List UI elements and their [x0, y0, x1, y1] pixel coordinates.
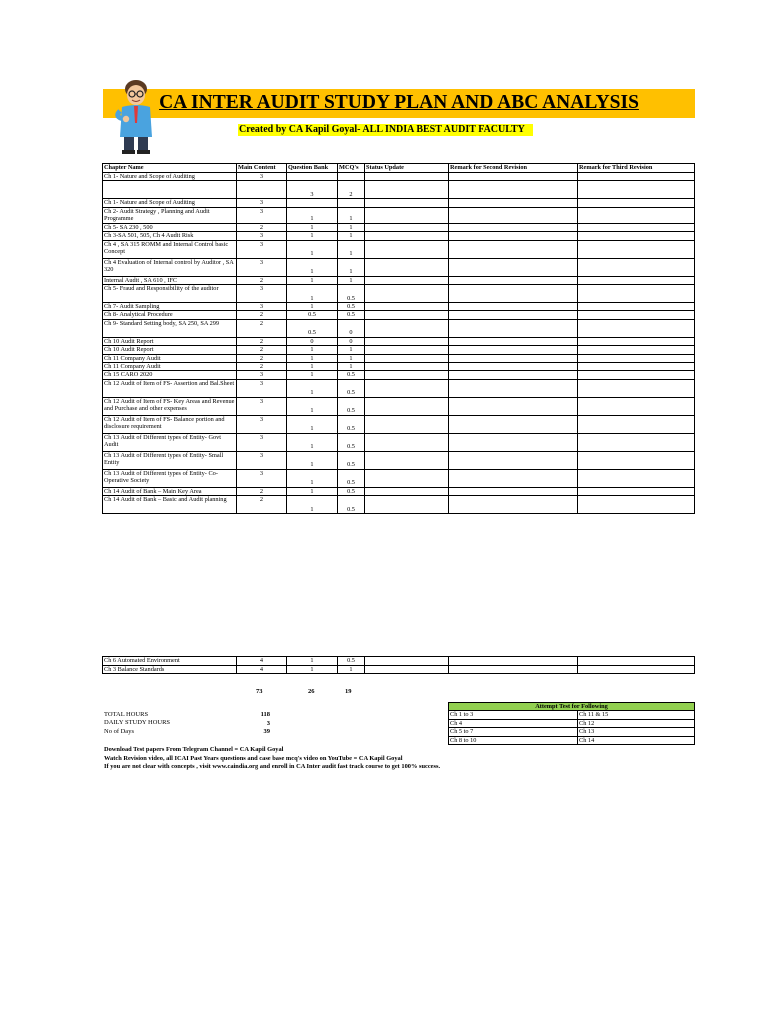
stat-label-total-hours: TOTAL HOURS [104, 711, 149, 718]
table-cell [365, 181, 449, 199]
table-cell: 0.5 [338, 415, 365, 433]
table-cell [578, 319, 695, 337]
table-cell [365, 199, 449, 207]
table-cell: 1 [338, 354, 365, 362]
stat-label-no-of-days: No of Days [104, 727, 134, 735]
table-cell [578, 415, 695, 433]
attempt-test-table [448, 702, 695, 745]
table-cell [365, 207, 449, 223]
table-cell [449, 199, 578, 207]
table-cell [578, 207, 695, 223]
table-row [103, 665, 695, 673]
table-cell [578, 433, 695, 451]
blank-spacer-row [103, 514, 695, 657]
attempt-cell: Ch 14 [578, 736, 695, 744]
table-row [103, 397, 695, 415]
table-cell [578, 311, 695, 319]
table-cell [365, 415, 449, 433]
table-cell: 0.5 [287, 311, 338, 319]
spacer-cell [578, 514, 695, 657]
chapter-name-cell: Ch 3 Balance Standards [103, 665, 237, 673]
table-cell: 2 [237, 346, 287, 354]
table-cell [287, 199, 338, 207]
table-cell [365, 311, 449, 319]
table-cell: 3 [237, 199, 287, 207]
table-cell: 1 [287, 258, 338, 276]
chapter-name-cell: Ch 2- Audit Strategy , Planning and Audit Programme [103, 207, 237, 223]
chapter-name-cell: Ch 11 Company Audit [103, 363, 237, 371]
chapter-name-cell: Ch 14 Audit of Bank – Basic and Audit planning [103, 496, 237, 514]
table-cell [365, 487, 449, 495]
table-row [103, 496, 695, 514]
chapter-name-cell: Ch 7- Audit Sampling [103, 303, 237, 311]
table-cell: 2 [237, 319, 287, 337]
table-cell: 1 [287, 665, 338, 673]
chapter-name-cell: Ch 13 Audit of Different types of Entity- Small Entity [103, 451, 237, 469]
table-cell [365, 371, 449, 379]
table-cell [578, 285, 695, 303]
table-cell: 4 [237, 657, 287, 665]
table-row [103, 303, 695, 311]
table-cell [578, 258, 695, 276]
table-cell [365, 496, 449, 514]
table-cell [365, 223, 449, 231]
table-cell [449, 433, 578, 451]
table-cell: 1 [338, 223, 365, 231]
table-cell: 3 [237, 232, 287, 240]
chapter-name-cell: Ch 11 Company Audit [103, 354, 237, 362]
table-row [103, 346, 695, 354]
table-cell [287, 173, 338, 181]
table-cell [449, 285, 578, 303]
table-row [103, 232, 695, 240]
attempt-cell: Ch 8 to 10 [449, 736, 578, 744]
chapter-name-cell: Ch 5- SA 230 , 500 [103, 223, 237, 231]
table-cell [449, 258, 578, 276]
table-cell: 1 [287, 496, 338, 514]
table-cell [365, 319, 449, 337]
attempt-cell: Ch 13 [578, 728, 695, 736]
table-cell: 2 [237, 487, 287, 495]
table-cell [365, 346, 449, 354]
column-header: Chapter Name [103, 164, 237, 173]
table-cell [365, 451, 449, 469]
note-telegram: Download Test papers From Telegram Channel = CA Kapil Goyal [104, 746, 284, 753]
table-cell: 3 [237, 451, 287, 469]
table-cell: 1 [287, 451, 338, 469]
table-cell: 2 [338, 181, 365, 199]
table-cell [365, 469, 449, 487]
table-row [103, 276, 695, 284]
chapter-name-cell: Ch 10 Audit Report [103, 337, 237, 345]
table-row [103, 199, 695, 207]
table-row [103, 181, 695, 199]
table-cell: 1 [287, 232, 338, 240]
subtitle: Created by CA Kapil Goyal- ALL INDIA BEST AUDIT FACULTY [238, 124, 533, 136]
table-row [103, 433, 695, 451]
chapter-name-cell [103, 181, 237, 199]
table-cell: 0.5 [338, 285, 365, 303]
table-cell: 1 [287, 354, 338, 362]
table-cell: 1 [287, 371, 338, 379]
table-cell: 1 [287, 397, 338, 415]
column-header: Remark for Third Revision [578, 164, 695, 173]
attempt-cell: Ch 11 & 15 [578, 711, 695, 719]
table-cell [449, 232, 578, 240]
table-cell [449, 276, 578, 284]
table-cell: 1 [287, 303, 338, 311]
table-cell [449, 346, 578, 354]
table-cell [449, 371, 578, 379]
chapter-name-cell: Ch 8- Analytical Procedure [103, 311, 237, 319]
table-cell: 0.5 [338, 451, 365, 469]
table-cell [449, 354, 578, 362]
table-cell [449, 657, 578, 665]
chapter-name-cell: Ch 4 Evaluation of Internal control by Auditor , SA 320 [103, 258, 237, 276]
note-website: If you are not clear with concepts , visit www.caindia.org and enroll in CA Inter audit fast track course to get 100% success. [104, 763, 441, 770]
table-cell [578, 232, 695, 240]
table-cell: 2 [237, 496, 287, 514]
table-row [103, 258, 695, 276]
table-row [103, 207, 695, 223]
chapter-name-cell: Ch 13 Audit of Different types of Entity- Co-Operative Society [103, 469, 237, 487]
spacer-cell [365, 514, 449, 657]
table-cell [578, 371, 695, 379]
table-cell: 1 [338, 258, 365, 276]
table-row [103, 311, 695, 319]
table-cell: 0.5 [338, 433, 365, 451]
table-cell: 1 [338, 207, 365, 223]
chapter-name-cell: Ch 14 Audit of Bank – Main Key Area [103, 487, 237, 495]
stat-label-daily-hours: DAILY STUDY HOURS [104, 719, 171, 727]
attempt-row [449, 736, 695, 744]
table-cell [449, 397, 578, 415]
table-row [103, 240, 695, 258]
attempt-row [449, 728, 695, 736]
chapter-name-cell: Ch 10 Audit Report [103, 346, 237, 354]
table-cell: 2 [237, 223, 287, 231]
table-cell [449, 337, 578, 345]
note-youtube: Watch Revision video, all ICAI Past Years questions and case base mcq's video on YouTube = CA Kapil Goyal [104, 754, 403, 762]
table-cell [338, 173, 365, 181]
table-row [103, 487, 695, 495]
table-cell: 1 [338, 363, 365, 371]
chapter-name-cell: Ch 1- Nature and Scope of Auditing [103, 199, 237, 207]
chapter-name-cell: Ch 3-SA 501, 505, Ch 4 Audit Risk [103, 232, 237, 240]
table-cell: 0.5 [338, 303, 365, 311]
table-cell [578, 173, 695, 181]
stat-value-no-of-days: 39 [263, 728, 270, 735]
table-cell: 3 [237, 258, 287, 276]
attempt-cell: Ch 1 to 3 [449, 711, 578, 719]
table-cell [449, 451, 578, 469]
attempt-test-header: Attempt Test for Following [449, 703, 695, 711]
table-cell [578, 346, 695, 354]
table-cell [365, 397, 449, 415]
chapter-name-cell: Ch 5- Fraud and Responsibility of the auditor [103, 285, 237, 303]
attempt-cell: Ch 5 to 7 [449, 728, 578, 736]
column-header: Status Update [365, 164, 449, 173]
table-cell: 2 [237, 354, 287, 362]
table-cell [449, 303, 578, 311]
table-cell: 2 [237, 276, 287, 284]
table-cell: 0.5 [338, 311, 365, 319]
table-cell: 0.5 [338, 657, 365, 665]
table-cell [365, 379, 449, 397]
column-header: Main Content [237, 164, 287, 173]
table-cell [365, 285, 449, 303]
table-cell [578, 496, 695, 514]
table-cell: 0.5 [287, 319, 338, 337]
table-cell [365, 303, 449, 311]
study-plan-table [102, 163, 695, 674]
table-cell [578, 181, 695, 199]
total-question-bank: 26 [308, 688, 315, 695]
table-cell: 1 [287, 285, 338, 303]
table-cell [578, 469, 695, 487]
spacer-cell [237, 514, 287, 657]
table-cell: 0 [338, 319, 365, 337]
table-cell [449, 496, 578, 514]
chapter-name-cell: Ch 12 Audit of Item of FS- Key Areas and Revenue and Purchase and other expenses [103, 397, 237, 415]
table-cell: 3 [287, 181, 338, 199]
table-cell [578, 223, 695, 231]
chapter-name-cell: Ch 13 Audit of Different types of Entity- Govt Audit [103, 433, 237, 451]
table-cell: 3 [237, 379, 287, 397]
table-cell [365, 240, 449, 258]
table-cell [449, 207, 578, 223]
table-cell [365, 665, 449, 673]
total-mcqs: 19 [345, 688, 352, 695]
table-row [103, 337, 695, 345]
table-cell [578, 354, 695, 362]
table-cell [449, 469, 578, 487]
chapter-name-cell: Ch 9- Standard Setting body, SA 250, SA 299 [103, 319, 237, 337]
table-cell: 3 [237, 285, 287, 303]
table-row [103, 415, 695, 433]
stat-value-daily-hours: 3 [266, 719, 270, 727]
table-cell [578, 363, 695, 371]
table-cell [449, 223, 578, 231]
table-cell: 0.5 [338, 379, 365, 397]
table-cell: 3 [237, 371, 287, 379]
table-cell [449, 181, 578, 199]
table-cell: 1 [338, 232, 365, 240]
spacer-cell [449, 514, 578, 657]
table-cell [365, 433, 449, 451]
table-row [103, 173, 695, 181]
table-cell [449, 415, 578, 433]
spacer-cell [287, 514, 338, 657]
table-cell: 1 [287, 487, 338, 495]
table-cell [449, 379, 578, 397]
table-row [103, 451, 695, 469]
table-cell [578, 240, 695, 258]
table-row [103, 319, 695, 337]
table-row [103, 379, 695, 397]
table-cell [578, 397, 695, 415]
table-cell [578, 657, 695, 665]
table-cell [449, 487, 578, 495]
table-cell: 0.5 [338, 469, 365, 487]
table-cell [365, 173, 449, 181]
table-cell: 1 [338, 276, 365, 284]
table-cell: 3 [237, 303, 287, 311]
table-cell: 1 [287, 415, 338, 433]
table-cell: 0.5 [338, 397, 365, 415]
table-cell: 1 [338, 346, 365, 354]
chapter-name-cell: Ch 12 Audit of Item of FS- Balance portion and disclosure requirement [103, 415, 237, 433]
title-banner [103, 89, 695, 118]
table-row [103, 657, 695, 665]
table-cell [578, 379, 695, 397]
table-cell: 1 [287, 276, 338, 284]
table-cell [365, 276, 449, 284]
table-cell [365, 258, 449, 276]
table-cell: 4 [237, 665, 287, 673]
table-cell [578, 303, 695, 311]
table-row [103, 354, 695, 362]
spacer-cell [103, 514, 237, 657]
study-stats [104, 711, 170, 736]
table-cell: 0.5 [338, 496, 365, 514]
table-cell [578, 665, 695, 673]
chapter-name-cell: Ch 12 Audit of Item of FS- Assertion and Bal.Sheet [103, 379, 237, 397]
table-cell: 1 [287, 657, 338, 665]
table-cell [449, 240, 578, 258]
table-row [103, 223, 695, 231]
table-cell: 1 [287, 207, 338, 223]
footer-notes [104, 746, 440, 772]
chapter-name-cell: Ch 1- Nature and Scope of Auditing [103, 173, 237, 181]
table-cell: 1 [287, 240, 338, 258]
stat-value-total-hours: 118 [260, 711, 270, 718]
table-cell: 2 [237, 311, 287, 319]
table-cell [578, 276, 695, 284]
table-cell [449, 311, 578, 319]
table-cell: 2 [237, 363, 287, 371]
table-cell: 0.5 [338, 487, 365, 495]
table-row [103, 469, 695, 487]
attempt-cell: Ch 4 [449, 719, 578, 727]
table-cell: 3 [237, 469, 287, 487]
table-cell [237, 181, 287, 199]
table-cell: 3 [237, 240, 287, 258]
column-header: MCQ's [338, 164, 365, 173]
table-cell: 3 [237, 207, 287, 223]
table-cell [449, 319, 578, 337]
spacer-cell [338, 514, 365, 657]
table-cell: 1 [287, 363, 338, 371]
table-cell [578, 199, 695, 207]
chapter-name-cell: Ch 6 Automated Environment [103, 657, 237, 665]
chapter-name-cell: Ch 15 CARO 2020 [103, 371, 237, 379]
attempt-cell: Ch 12 [578, 719, 695, 727]
table-cell: 3 [237, 415, 287, 433]
chapter-name-cell: Ch 4 , SA 315 ROMM and Internal Control basic Concept [103, 240, 237, 258]
table-cell: 1 [287, 379, 338, 397]
table-cell [578, 337, 695, 345]
table-cell: 3 [237, 397, 287, 415]
table-row [103, 363, 695, 371]
table-cell: 1 [287, 346, 338, 354]
table-cell: 3 [237, 173, 287, 181]
table-cell: 1 [287, 469, 338, 487]
table-cell [365, 354, 449, 362]
table-cell [449, 665, 578, 673]
table-cell: 1 [287, 223, 338, 231]
total-main-content: 73 [256, 688, 263, 695]
table-cell [365, 363, 449, 371]
table-row [103, 285, 695, 303]
table-cell: 3 [237, 433, 287, 451]
table-header-row [103, 164, 695, 173]
table-row [103, 371, 695, 379]
column-header: Question Bank [287, 164, 338, 173]
table-cell: 0.5 [338, 371, 365, 379]
cartoon-teacher-avatar-icon [112, 75, 160, 155]
page-title: CA INTER AUDIT STUDY PLAN AND ABC ANALYSIS [159, 92, 639, 113]
chapter-name-cell: Internal Audit , SA 610 , IFC [103, 276, 237, 284]
table-cell [449, 363, 578, 371]
table-cell [578, 451, 695, 469]
table-cell [365, 337, 449, 345]
attempt-row [449, 719, 695, 727]
attempt-row [449, 711, 695, 719]
table-cell: 1 [338, 665, 365, 673]
table-cell: 2 [237, 337, 287, 345]
table-cell: 1 [287, 433, 338, 451]
table-cell: 1 [338, 240, 365, 258]
table-cell [449, 173, 578, 181]
table-cell [365, 657, 449, 665]
table-cell [578, 487, 695, 495]
table-cell [338, 199, 365, 207]
table-cell [365, 232, 449, 240]
table-cell: 0 [287, 337, 338, 345]
table-cell: 0 [338, 337, 365, 345]
column-header: Remark for Second Revision [449, 164, 578, 173]
